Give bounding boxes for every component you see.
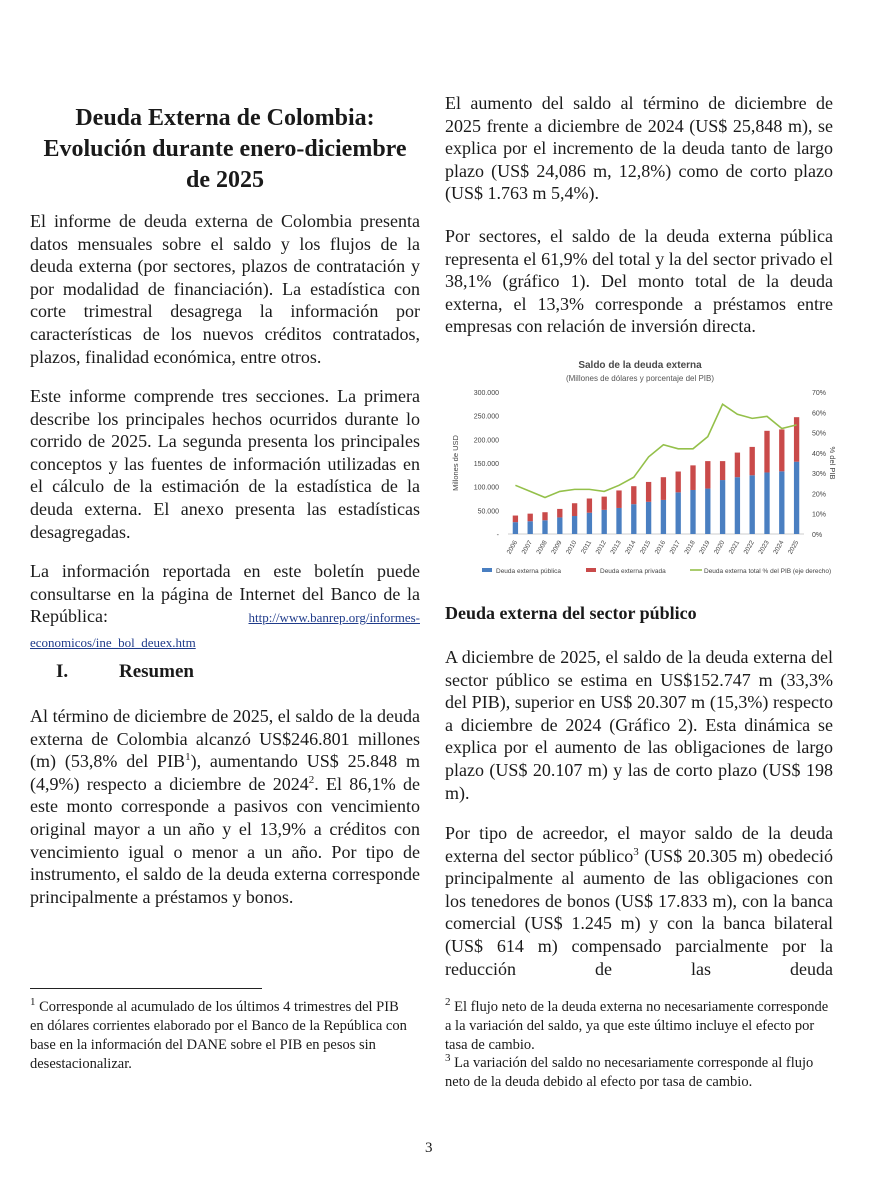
bar-public (572, 516, 577, 534)
bar-public (676, 492, 681, 534)
x-tick-label: 2008 (535, 539, 549, 556)
x-tick-label: 2012 (594, 539, 608, 556)
summary-text-c: . El 86,1% de este monto corresponde a pasivos con vencimiento original mayor a un año y el 13,9% a créditos con vencimiento igual o menor a un año. Por tipo de instrumento, el saldo de la deuda externa corresponde principalmente a préstamos y bonos. (30, 773, 420, 907)
x-tick-label: 2023 (757, 539, 771, 556)
y2-tick-label: 0% (812, 532, 823, 539)
x-tick-label: 2007 (520, 539, 534, 556)
y-tick-label: 300.000 (473, 390, 499, 397)
footnote-1-number: 1 (30, 996, 36, 1009)
bar-private (794, 417, 799, 462)
bar-public (587, 513, 592, 534)
x-tick-label: 2020 (713, 539, 727, 556)
footnote-3-text: La variación del saldo no necesariamente corresponde al flujo neto de la deuda debido al efecto por tasa de cambio. (445, 1055, 814, 1090)
bar-public (720, 480, 725, 534)
x-tick-label: 2014 (624, 539, 638, 556)
bar-public (705, 489, 710, 534)
bar-private (572, 503, 577, 516)
y2-tick-label: 30% (812, 471, 827, 479)
legend-label: Deuda externa total % del PIB (eje derecho) (704, 568, 832, 575)
public-sector-heading: Deuda externa del sector público (445, 603, 697, 623)
x-tick-label: 2011 (580, 539, 594, 556)
bar-private (735, 453, 740, 478)
creditor-text-b: (US$ 20.305 m) obedeció principalmente al aumento de las obligaciones con los tenedores de bonos (US$ 17.833 m), con la banca comercial (US$ 1.245 m) y con la banca bilateral (US$ 614 m) compensado parcialmente por la reducción de las deuda (445, 845, 833, 979)
banrep-link[interactable]: http://www.banrep.org/informes-economicos/ine_bol_deuex.htm (30, 610, 420, 650)
bar-private (764, 431, 769, 473)
bar-public (528, 521, 533, 534)
bar-private (646, 482, 651, 502)
x-tick-label: 2017 (668, 539, 682, 556)
legend-swatch-public (482, 568, 492, 572)
x-tick-label: 2015 (639, 539, 653, 556)
bar-private (616, 490, 621, 508)
bar-private (779, 429, 784, 471)
footnote-ref-3[interactable]: 3 (633, 845, 639, 858)
x-tick-label: 2009 (550, 539, 564, 556)
chart-title: Saldo de la deuda externa (578, 360, 702, 371)
summary-text-b: ), aumentando US$ 25.848 m (4,9%) respecto a diciembre de 2024 (30, 751, 420, 794)
y2-tick-label: 60% (812, 410, 827, 418)
section-title: Resumen (119, 661, 194, 682)
x-tick-label: 2024 (772, 539, 786, 556)
bar-public (735, 477, 740, 534)
footnote-1 (30, 998, 412, 1074)
bar-public (616, 508, 621, 534)
x-tick-label: 2018 (683, 539, 697, 556)
bar-private (587, 499, 592, 513)
footnote-3-number: 3 (445, 1052, 451, 1065)
bar-public (646, 502, 651, 534)
x-tick-label: 2022 (742, 539, 756, 556)
source-paragraph (30, 560, 420, 654)
y-tick-label: 50.000 (477, 508, 499, 516)
bar-public (602, 510, 607, 534)
bar-private (690, 465, 695, 490)
bar-public (794, 462, 799, 534)
bar-private (542, 512, 547, 520)
y2-tick-label: 50% (812, 430, 827, 438)
footnote-ref-2[interactable]: 2 (308, 773, 315, 786)
y2-tick-label: 10% (812, 511, 827, 519)
y-axis-label: Millones de USD (451, 435, 460, 491)
legend-label: Deuda externa pública (496, 568, 562, 575)
x-tick-label: 2010 (565, 539, 579, 556)
footnote-ref-1[interactable]: 1 (185, 751, 191, 764)
y2-tick-label: 70% (812, 390, 827, 397)
y-tick-label: 100.000 (473, 484, 499, 492)
section-number: I. (56, 661, 69, 682)
bar-private (676, 472, 681, 493)
x-tick-label: 2021 (727, 539, 742, 556)
footnote-2-text: El flujo neto de la deuda externa no necesariamente corresponde a la variación del saldo, ya que este último incluye el efecto por tasa de cambio. (445, 999, 829, 1053)
y-tick-label: - (496, 532, 499, 539)
bar-public (661, 500, 666, 534)
bar-private (602, 497, 607, 510)
y2-axis-label: % del PIB (828, 446, 837, 480)
footnote-2-number: 2 (445, 996, 451, 1009)
public-debt-paragraph: A diciembre de 2025, el saldo de la deuda externa del sector público se estima en US$152.747 m (33,3% del PIB), superior en US$ 20.307 m (15,3%) respecto a diciembre de 2024 (Gráfico 2). Esta dinámica se explica por el aumento de las obligaciones de largo plazo (US$ 20.107 m) y las de corto plazo (US$ 198 m). (445, 647, 833, 803)
bar-private (661, 477, 666, 500)
bar-private (528, 514, 533, 522)
debt-chart-svg (446, 352, 837, 588)
debt-chart (446, 352, 837, 588)
chart-subtitle: (Millones de dólares y porcentaje del PIB) (565, 374, 715, 383)
bar-private (513, 516, 518, 523)
y-tick-label: 200.000 (473, 437, 499, 445)
x-tick-label: 2016 (653, 539, 668, 556)
footnote-1-text: Corresponde al acumulado de los últimos 4 trimestres del PIB en dólares corrientes elaborado por el Banco de la República con base en la información del DANE sobre el PIB en pesos sin desestacionalizar. (30, 999, 407, 1072)
bar-public (750, 475, 755, 534)
summary-paragraph (30, 705, 420, 908)
bar-public (513, 522, 518, 534)
y-tick-label: 150.000 (473, 461, 499, 468)
y2-tick-label: 20% (812, 491, 827, 499)
y-tick-label: 250.000 (473, 413, 499, 421)
bar-public (779, 471, 784, 534)
x-tick-label: 2006 (505, 539, 520, 556)
x-tick-label: 2025 (787, 539, 801, 556)
x-tick-label: 2019 (698, 539, 712, 556)
bar-public (542, 520, 547, 534)
creditor-paragraph (445, 822, 833, 980)
bar-public (557, 517, 562, 534)
bar-public (764, 472, 769, 534)
y2-tick-label: 40% (812, 450, 827, 458)
bar-private (631, 486, 636, 504)
intro-paragraph: El informe de deuda externa de Colombia presenta datos mensuales sobre el saldo y los flujos de la deuda externa (por sectores, plazos de contratación y por modalidad de financiación). La estadística con corte trimestral desagrega la información por características de los nuevos créditos contratados, plazos, finalidad económica, entre otros. (30, 211, 420, 367)
bar-public (631, 504, 636, 534)
bar-private (557, 509, 562, 518)
bar-private (705, 461, 710, 488)
increase-paragraph: El aumento del saldo al término de diciembre de 2025 frente a diciembre de 2024 (US$ 25,848 m), se explica por el incremento de la deuda tanto de largo plazo (US$ 24,086 m, 12,8%) como de corto plazo (US$ 1.763 m 5,4%). (445, 93, 833, 204)
footnote-divider (30, 988, 262, 989)
footnote-2 (445, 998, 833, 1055)
x-tick-label: 2013 (609, 539, 623, 556)
page-number: 3 (425, 1140, 433, 1156)
legend-label: Deuda externa privada (600, 568, 666, 575)
source-text: La información reportada en este boletín puede consultarse en la página de Internet del Banco de la República: (30, 561, 420, 627)
bar-private (720, 461, 725, 480)
bar-public (690, 490, 695, 534)
summary-text-a: Al término de diciembre de 2025, el saldo de la deuda externa de Colombia alcanzó US$246.801 millones (m) (53,8% del PIB (30, 706, 420, 772)
sectors-paragraph: Por sectores, el saldo de la deuda externa pública representa el 61,9% del total y la del sector privado el 38,1% (gráfico 1). Del monto total de la deuda externa, el 13,3% corresponde a préstamos entre empresas con relación de inversión directa. (445, 226, 833, 337)
page-title: Deuda Externa de Colombia: Evolución durante enero-diciembre de 2025 (43, 105, 407, 193)
footnote-3 (445, 1054, 833, 1092)
sections-paragraph: Este informe comprende tres secciones. La primera describe los principales hechos ocurridos durante lo corrido de 2025. La segunda presenta los principales conceptos y las fuentes de información utilizadas en el cálculo de la estimación de la estadística de la deuda externa. El anexo presenta las estadísticas desagregadas. (30, 386, 420, 542)
bar-private (750, 447, 755, 475)
legend-swatch-private (586, 568, 596, 572)
creditor-text-a: Por tipo de acreedor, el mayor saldo de la deuda externa del sector público (445, 823, 833, 866)
